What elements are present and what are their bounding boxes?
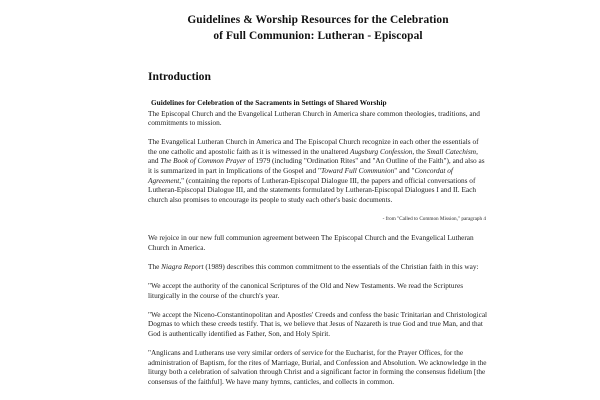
paragraph-authority-of-scriptures: "We accept the authority of the canonical Scriptures of the Old and New Testaments. We read the Scriptures liturgically in the course of the church's year. <box>148 281 464 300</box>
text-run: , and <box>148 146 478 166</box>
text-run: , the <box>412 146 427 156</box>
title-small-catechism: Small Catechism <box>426 146 477 156</box>
title-augsburg-confession: Augsburg Confession <box>350 146 413 156</box>
text-run: (1989) describes this common commitment to the essentials of the Christian faith in this way: <box>203 262 479 272</box>
paragraph-niagra-report <box>148 253 488 272</box>
document-title-line-1: Guidelines & Worship Resources for the Celebration <box>187 14 449 26</box>
paragraph-rejoice-full-communion: We rejoice in our new full communion agreement between The Episcopal Church and the Evangelical Lutheran Church in America. <box>148 233 474 252</box>
text-run: " and " <box>394 165 415 175</box>
text-run: The Evangelical Lutheran Church in America and The Episcopal Church recognize in each other the essentials of the one catholic and apostolic faith as it is witnessed in the unaltered <box>148 137 479 156</box>
text-run: of 1979 (including "Ordination Rites" and "An Outline of the Faith"), and also as it is summarized in part in Implications of the Gospel and " <box>148 156 485 175</box>
section-heading-introduction: Introduction <box>148 70 211 83</box>
text-run: The <box>148 262 162 272</box>
title-concordat-of-agreement: Concordat of Agreement <box>148 165 453 185</box>
text-run: ," (containing the reports of Lutheran-Episcopal Dialogue III, the papers and official conversations of Lutheran-Episcopal Dialogue III, and the statements formulated by Lutheran-Episcopal Dialogues I and II. Each church also promises to encourage its people to study each other's basic documents. <box>148 175 477 204</box>
document-title-line-2: of Full Communion: Lutheran - Episcopal <box>213 29 423 42</box>
paragraph-episcopal-lutheran-common: The Episcopal Church and the Evangelical Lutheran Church in America share common theologies, traditions, and commitments to mission. <box>148 108 480 128</box>
title-niagra-report: Niagra Report <box>161 262 204 272</box>
document-title <box>148 13 488 44</box>
title-toward-full-communion: Toward Full Communion <box>321 165 395 175</box>
paragraph-creeds-and-dogmas: "We accept the Niceno-Constantinopolitan and Apostles' Creeds and confess the basic Trinitarian and Christological Dogmas to which these creeds testify. That is, we believe that Jesus of Nazareth is true God and true Man, and that God is authentically identified as Father, Son, and Holy Spirit. <box>148 309 488 338</box>
sub-heading-guidelines: Guidelines for Celebration of the Sacraments in Settings of Shared Worship <box>151 98 387 107</box>
source-attribution: - from "Called to Common Mission," paragraph 4 <box>382 216 486 223</box>
paragraph-recognition-of-essentials <box>148 128 488 205</box>
paragraph-orders-of-service: "Anglicans and Lutherans use very similar orders of service for the Eucharist, for the Prayer Offices, for the administration of Baptism, for the rites of Marriage, Burial, and Confession and Absolution. We acknowledge in the liturgy both a celebration of salvation through Christ and a significant factor in forming the consensus fidelium [the consensus of the faithful]. We have many hymns, canticles, and collects in common. <box>148 348 487 386</box>
title-book-of-common-prayer: The Book of Common Prayer <box>160 156 246 166</box>
